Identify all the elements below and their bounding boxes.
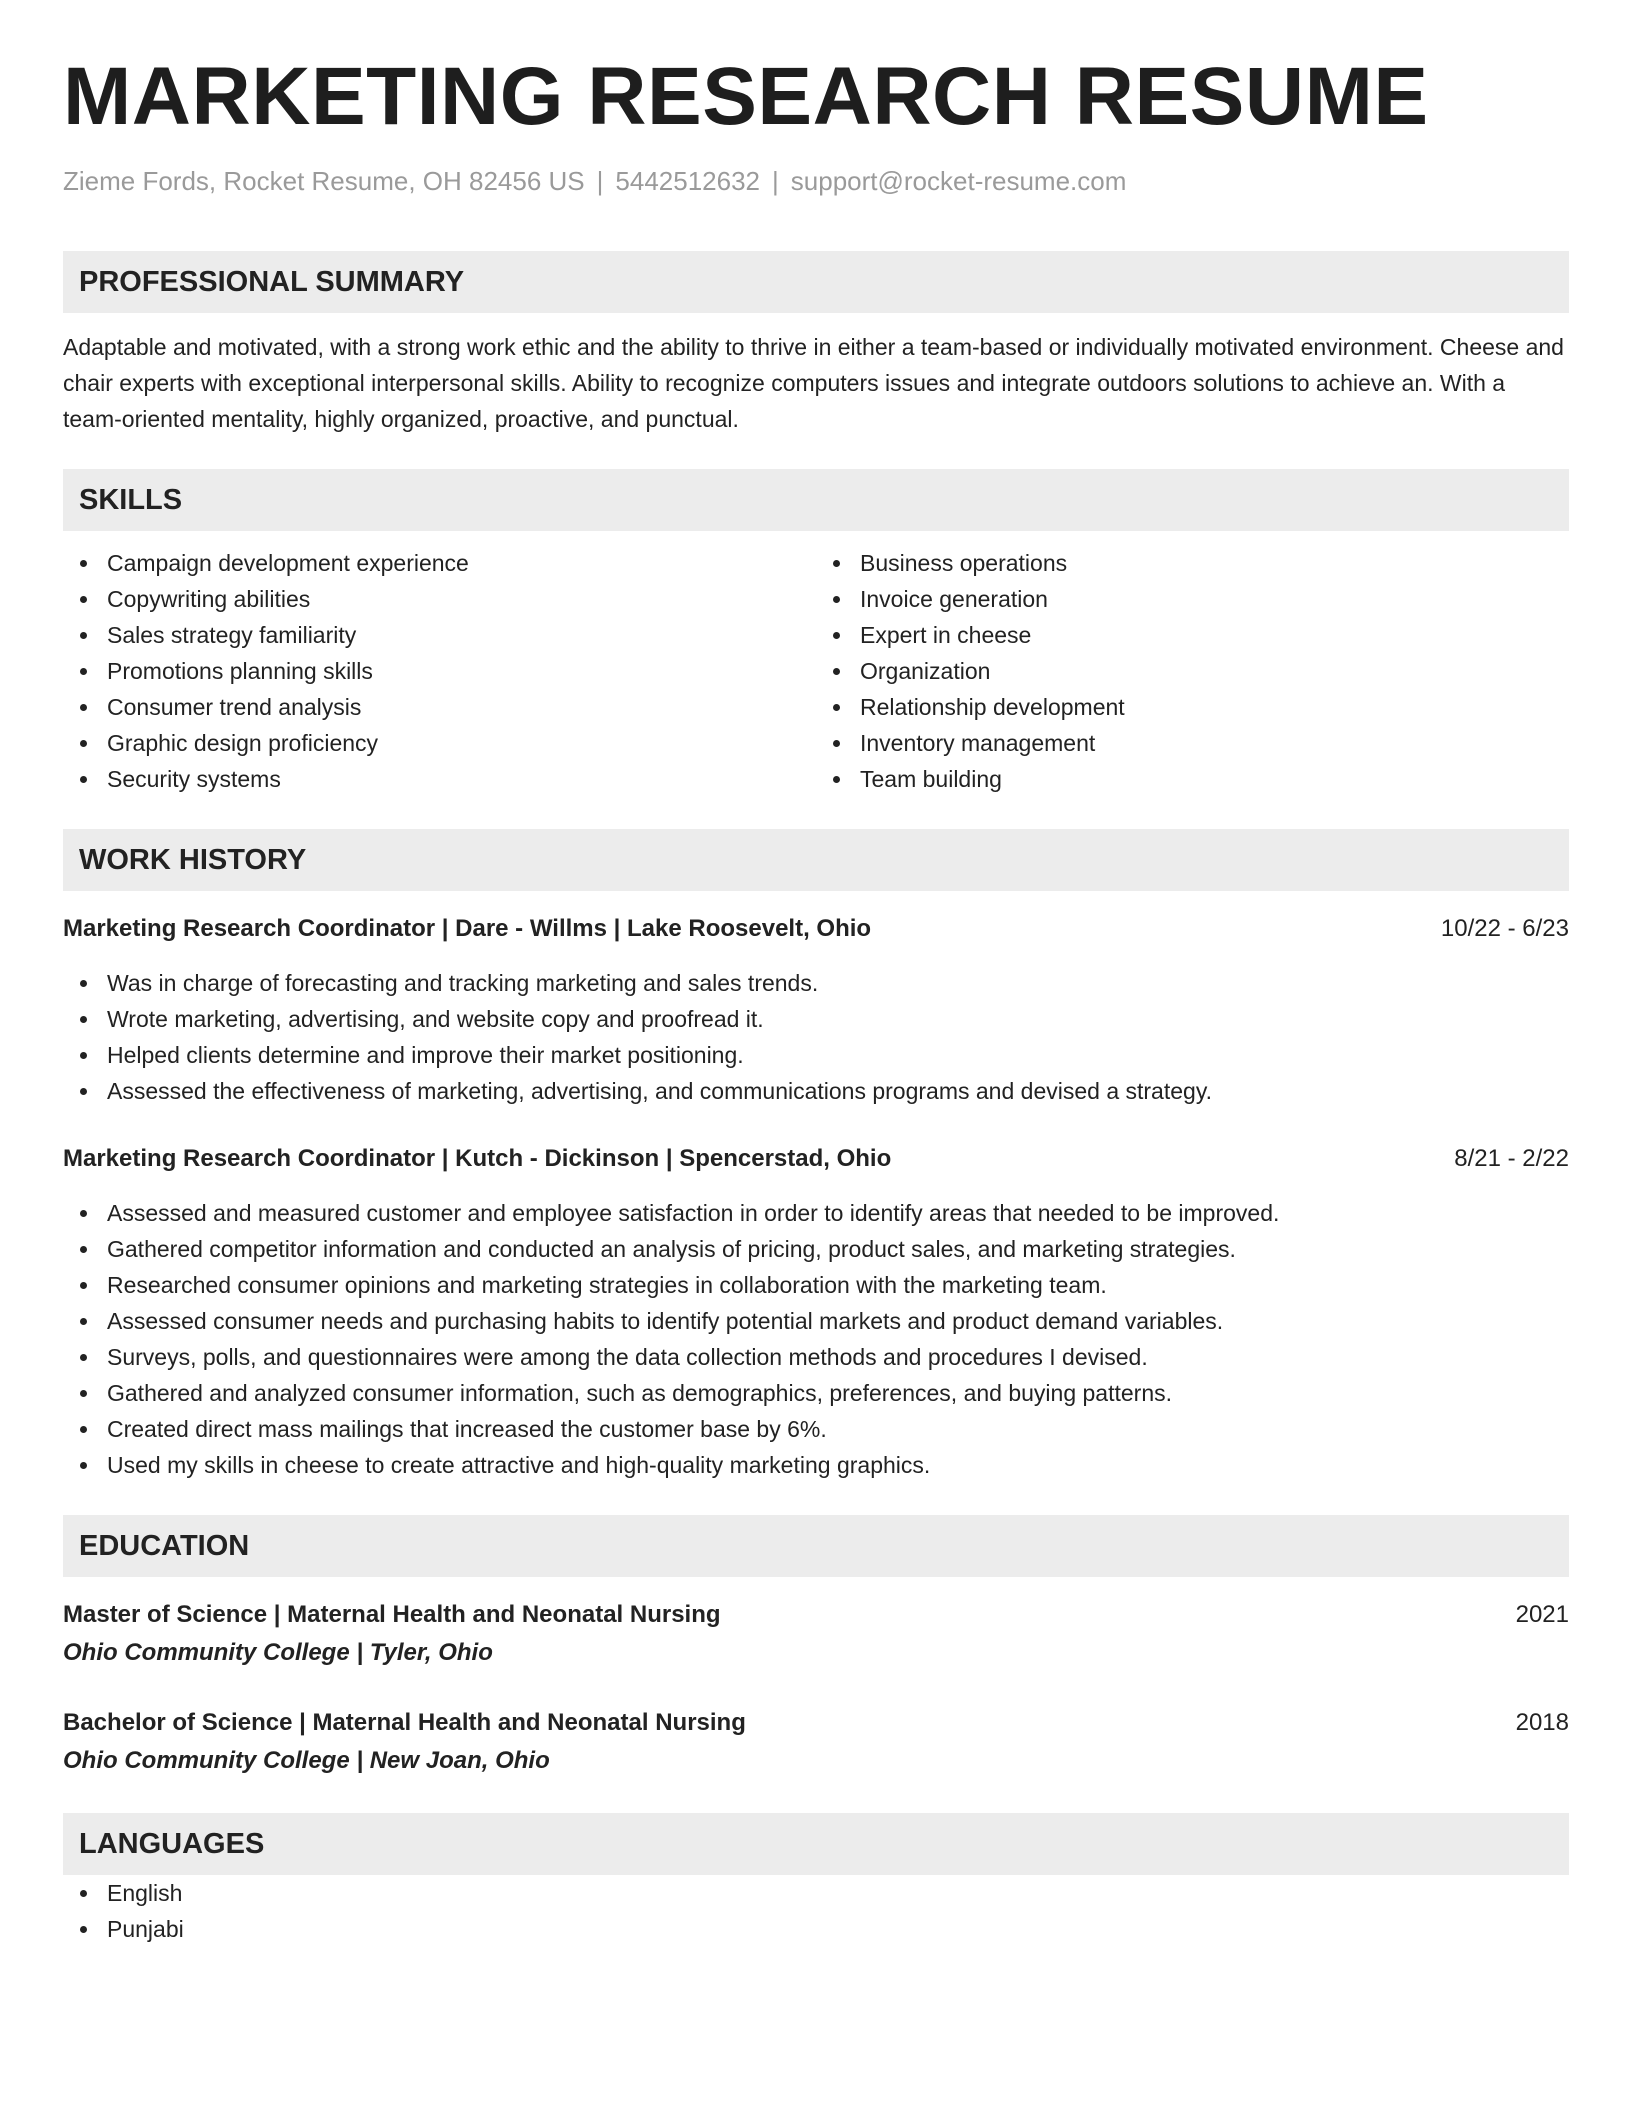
job-bullet: Assessed and measured customer and employee satisfaction in order to identify areas that needed to be improved. bbox=[63, 1195, 1569, 1231]
education-header bbox=[63, 1705, 1569, 1741]
job-entry bbox=[63, 1141, 1569, 1483]
contact-separator: | bbox=[596, 166, 604, 196]
job-bullet: Helped clients determine and improve their market positioning. bbox=[63, 1037, 1569, 1073]
job-bullets bbox=[63, 1195, 1569, 1483]
contact-email: support@rocket-resume.com bbox=[790, 166, 1127, 196]
skill-item: Security systems bbox=[63, 761, 816, 797]
skills-list-left bbox=[63, 545, 816, 797]
contact-separator: | bbox=[772, 166, 779, 196]
skill-item: Promotions planning skills bbox=[63, 653, 816, 689]
education-header bbox=[63, 1597, 1569, 1633]
degree-title: Master of Science | Maternal Health and Neonatal Nursing bbox=[63, 1601, 721, 1628]
section-heading-summary: PROFESSIONAL SUMMARY bbox=[63, 251, 1569, 313]
skill-item: Relationship development bbox=[816, 689, 1569, 725]
job-dates: 10/22 - 6/23 bbox=[1440, 915, 1569, 942]
skill-item: Business operations bbox=[816, 545, 1569, 581]
job-header bbox=[63, 1141, 1569, 1177]
graduation-year: 2021 bbox=[1515, 1601, 1569, 1628]
job-entry bbox=[63, 911, 1569, 1109]
skills-section bbox=[63, 469, 1569, 797]
resume-title: MARKETING RESEARCH RESUME bbox=[63, 51, 1429, 142]
skills-columns bbox=[63, 545, 1569, 797]
skill-item: Consumer trend analysis bbox=[63, 689, 816, 725]
language-item: Punjabi bbox=[63, 1911, 1569, 1947]
job-title: Marketing Research Coordinator | Dare - Willms | Lake Roosevelt, Ohio bbox=[63, 915, 872, 942]
job-bullet: Gathered competitor information and conducted an analysis of pricing, product sales, and marketing strategies. bbox=[63, 1231, 1569, 1267]
job-bullet: Gathered and analyzed consumer information, such as demographics, preferences, and buying patterns. bbox=[63, 1375, 1569, 1411]
job-bullets bbox=[63, 965, 1569, 1109]
summary-section bbox=[63, 251, 1569, 437]
contact-phone: 5442512632 bbox=[615, 166, 761, 196]
school-name: Ohio Community College | Tyler, Ohio bbox=[63, 1639, 493, 1666]
work-history-section bbox=[63, 829, 1569, 1483]
job-bullet: Assessed consumer needs and purchasing habits to identify potential markets and product demand variables. bbox=[63, 1303, 1569, 1339]
job-bullet: Used my skills in cheese to create attractive and high-quality marketing graphics. bbox=[63, 1447, 1569, 1483]
graduation-year: 2018 bbox=[1515, 1709, 1569, 1736]
education-section bbox=[63, 1515, 1569, 1781]
skill-item: Inventory management bbox=[816, 725, 1569, 761]
section-heading-education: EDUCATION bbox=[63, 1515, 1569, 1577]
job-bullet: Surveys, polls, and questionnaires were among the data collection methods and procedures I devised. bbox=[63, 1339, 1569, 1375]
skill-item: Graphic design proficiency bbox=[63, 725, 816, 761]
contact-address: Zieme Fords, Rocket Resume, OH 82456 US bbox=[63, 166, 585, 196]
section-heading-work-history: WORK HISTORY bbox=[63, 829, 1569, 891]
summary-text: Adaptable and motivated, with a strong work ethic and the ability to thrive in either a team-based or individually motivated environment. Cheese and chair experts with exceptional interpersonal skills. Ability to recognize computers issues and integrate outdoors solutions to achieve an. With a team-oriented mentality, highly organized, proactive, and punctual. bbox=[63, 334, 1564, 432]
language-item: English bbox=[63, 1875, 1569, 1911]
job-bullet: Assessed the effectiveness of marketing, advertising, and communications programs and devised a strategy. bbox=[63, 1073, 1569, 1109]
skills-list-right bbox=[816, 545, 1569, 797]
languages-list bbox=[63, 1875, 1569, 1947]
degree-title: Bachelor of Science | Maternal Health and Neonatal Nursing bbox=[63, 1709, 746, 1736]
languages-section bbox=[63, 1813, 1569, 1947]
skill-item: Invoice generation bbox=[816, 581, 1569, 617]
job-bullet: Wrote marketing, advertising, and website copy and proofread it. bbox=[63, 1001, 1569, 1037]
education-entry bbox=[63, 1597, 1569, 1673]
education-entry bbox=[63, 1705, 1569, 1781]
skill-item: Team building bbox=[816, 761, 1569, 797]
skill-item: Organization bbox=[816, 653, 1569, 689]
skill-item: Campaign development experience bbox=[63, 545, 816, 581]
section-heading-skills: SKILLS bbox=[63, 469, 1569, 531]
job-header bbox=[63, 911, 1569, 947]
contact-line bbox=[63, 166, 1569, 197]
job-bullet: Researched consumer opinions and marketing strategies in collaboration with the marketing team. bbox=[63, 1267, 1569, 1303]
job-title: Marketing Research Coordinator | Kutch - Dickinson | Spencerstad, Ohio bbox=[63, 1145, 892, 1172]
skill-item: Sales strategy familiarity bbox=[63, 617, 816, 653]
skill-item: Copywriting abilities bbox=[63, 581, 816, 617]
job-bullet: Created direct mass mailings that increased the customer base by 6%. bbox=[63, 1411, 1569, 1447]
section-heading-languages: LANGUAGES bbox=[63, 1813, 1569, 1875]
school-name: Ohio Community College | New Joan, Ohio bbox=[63, 1747, 550, 1774]
skill-item: Expert in cheese bbox=[816, 617, 1569, 653]
job-dates: 8/21 - 2/22 bbox=[1454, 1145, 1569, 1172]
job-bullet: Was in charge of forecasting and tracking marketing and sales trends. bbox=[63, 965, 1569, 1001]
